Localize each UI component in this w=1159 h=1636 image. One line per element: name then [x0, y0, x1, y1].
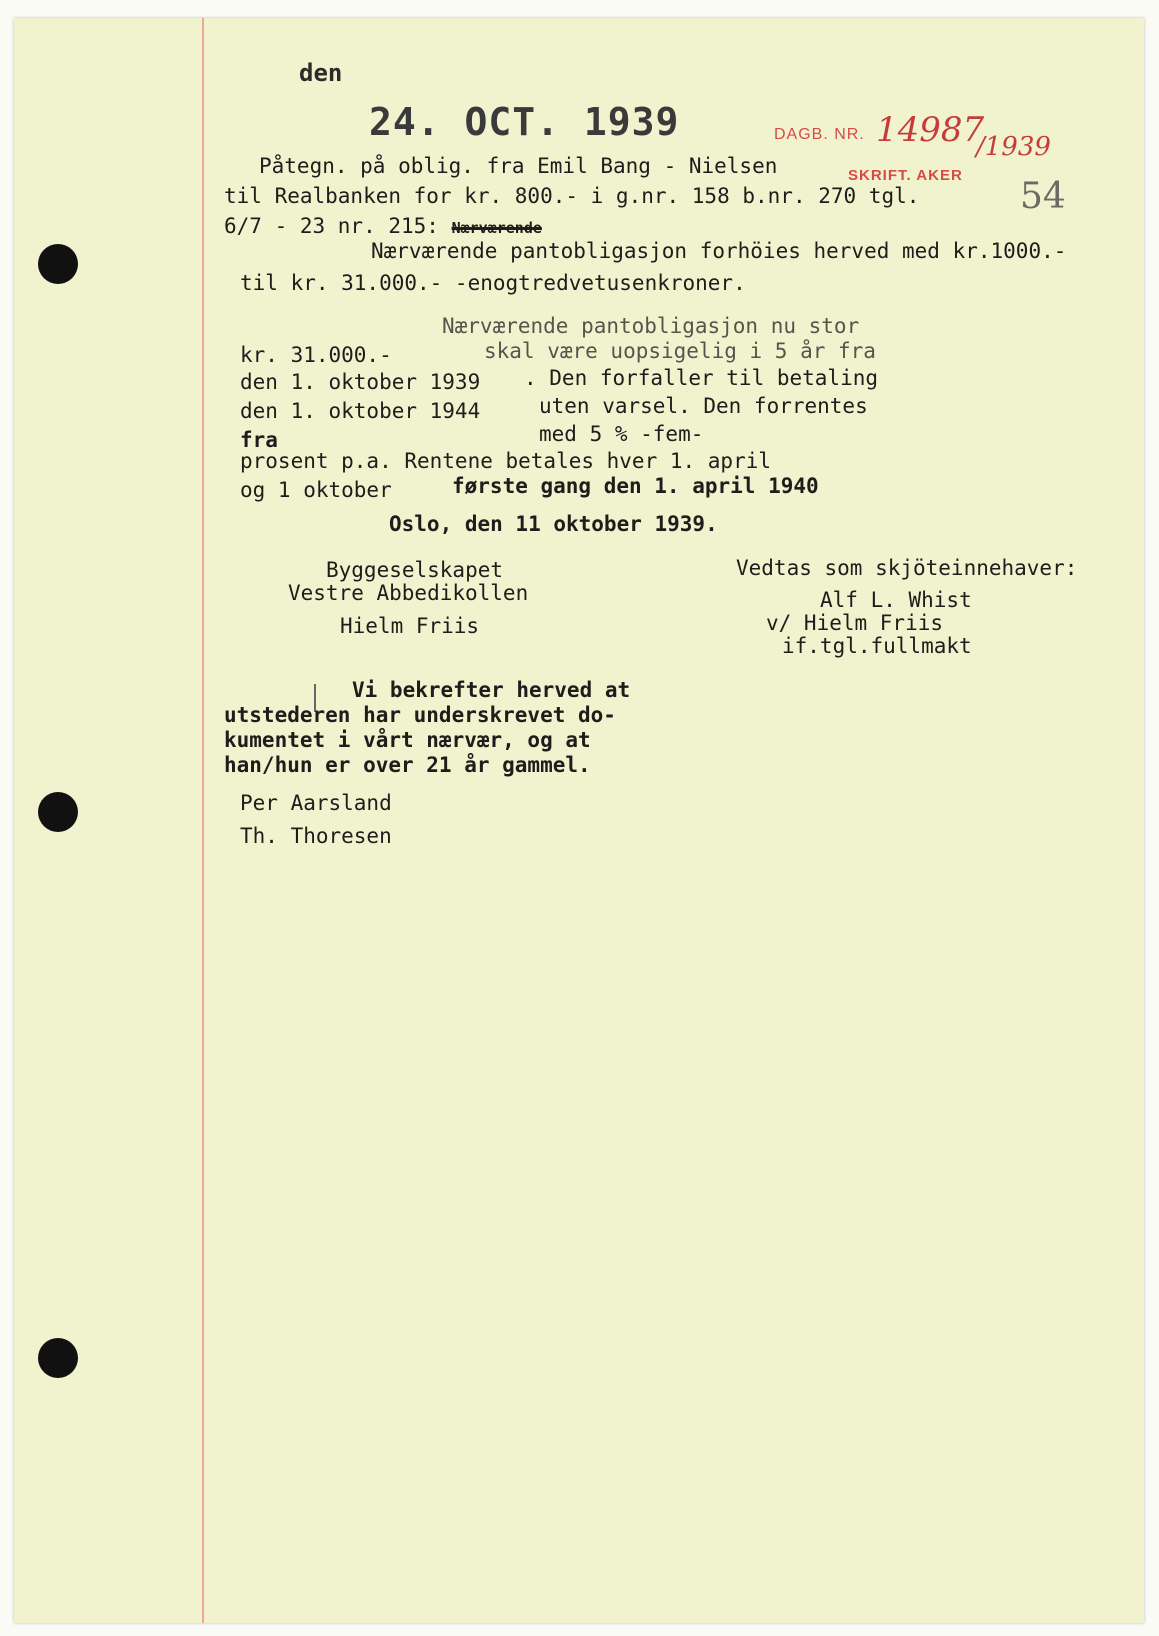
punch-hole-bottom [38, 1338, 78, 1378]
text-line-5: til kr. 31.000.- -enogtredvetusenkroner. [240, 271, 746, 295]
struck-out-word: Nærværende [451, 219, 542, 237]
text-line-9: uten varsel. Den forrentes [539, 394, 868, 418]
date-stamp: 24. OCT. 1939 [369, 100, 680, 144]
witness-line-1: Vi bekrefter herved at [352, 678, 631, 702]
company-signatory: Hielm Friis [340, 614, 480, 638]
company-name-1: Byggeselskapet [326, 558, 504, 582]
text-line-4: Nærværende pantobligasjon forhöies herved med kr.1000.- [371, 239, 1067, 263]
acceptance-name: Alf L. Whist [820, 588, 972, 612]
text-line-8: . Den forfaller til betaling [524, 366, 879, 390]
witness-name-2: Th. Thoresen [240, 824, 392, 848]
acceptance-authority: if.tgl.fullmakt [782, 634, 972, 658]
date-to: den 1. oktober 1944 [240, 399, 481, 423]
acceptance-proxy: v/ Hielm Friis [766, 611, 944, 635]
witness-line-3: kumentet i vårt nærvær, og at [224, 728, 591, 752]
amount: kr. 31.000.- [240, 343, 392, 367]
punch-hole-top [38, 244, 78, 284]
text-line-12a: og 1 oktober [240, 478, 392, 502]
registry-stamp-label: DAGB. NR. [774, 126, 865, 143]
text-line-3-start: 6/7 - 23 nr. 215: [224, 214, 439, 238]
date-from: den 1. oktober 1939 [240, 370, 481, 394]
margin-line [202, 18, 204, 1623]
witness-name-1: Per Aarsland [240, 791, 392, 815]
text-line-11: prosent p.a. Rentene betales hver 1. april [240, 449, 772, 473]
registry-number: 14987 [876, 110, 985, 150]
registry-stamp-office: SKRIFT. AKER [848, 167, 963, 184]
company-name-2: Vestre Abbedikollen [288, 581, 529, 605]
acceptance-heading: Vedtas som skjöteinnehaver: [736, 556, 1078, 580]
page-number: 54 [1020, 176, 1066, 217]
text-line-12b: første gang den 1. april 1940 [452, 474, 819, 498]
date-stamp-header: den [299, 59, 343, 87]
text-line-2: til Realbanken for kr. 800.- i g.nr. 158 b.nr. 270 tgl. [224, 184, 920, 208]
place-date: Oslo, den 11 oktober 1939. [389, 512, 718, 536]
witness-line-4: han/hun er over 21 år gammel. [224, 753, 591, 777]
text-line-3 [224, 214, 542, 240]
interest-rate: med 5 % -fem- [539, 422, 704, 446]
text-line-7: skal være uopsigelig i 5 år fra [484, 339, 876, 363]
text-fra: fra [240, 428, 278, 452]
registry-year: /1939 [976, 132, 1051, 162]
document-page [14, 18, 1144, 1623]
text-line-1: Påtegn. på oblig. fra Emil Bang - Nielsen [259, 154, 778, 178]
punch-hole-middle [38, 792, 78, 832]
text-line-6: Nærværende pantobligasjon nu stor [442, 314, 860, 338]
witness-line-2: utstederen har underskrevet do- [224, 703, 616, 727]
